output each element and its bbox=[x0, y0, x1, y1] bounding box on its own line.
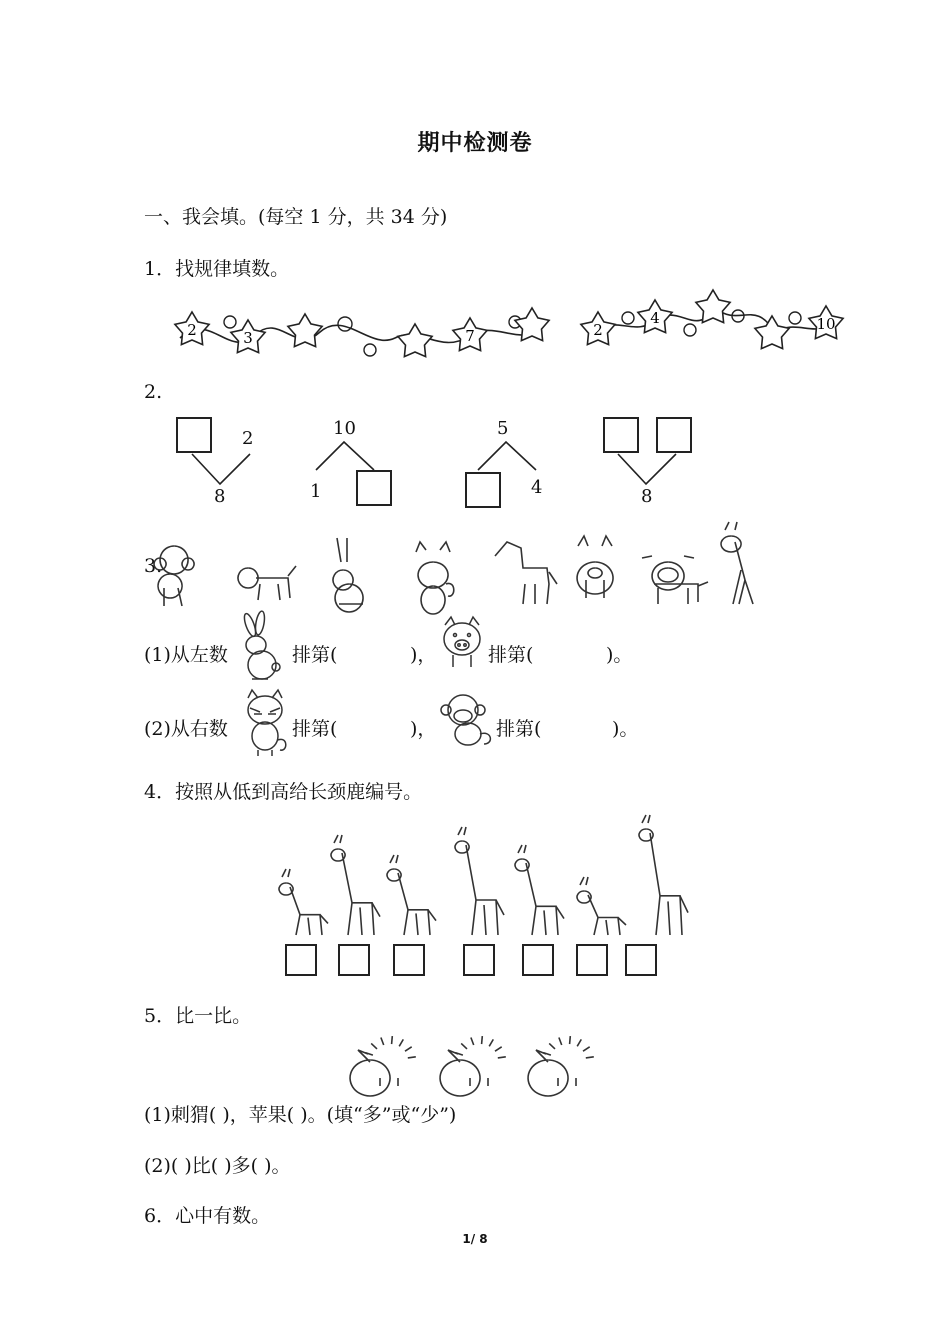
pig-icon bbox=[437, 615, 487, 670]
question-4-label: 4．按照从低到高给长颈鹿编号。 bbox=[144, 781, 423, 803]
monkey-icon bbox=[154, 546, 194, 606]
giraffe-number-box-5[interactable] bbox=[522, 944, 554, 976]
rabbit-icon bbox=[333, 538, 363, 612]
question-6-label: 6．心中有数。 bbox=[144, 1205, 271, 1227]
cat-icon bbox=[416, 542, 454, 614]
left-star-vine bbox=[170, 300, 560, 365]
blank-box[interactable] bbox=[356, 470, 392, 506]
star-shape[interactable] bbox=[696, 290, 730, 323]
question-2-label: 2. bbox=[144, 381, 163, 403]
section-heading: 一、我会填。(每空 1 分，共 34 分) bbox=[144, 206, 448, 228]
hedgehog-icon bbox=[440, 1036, 506, 1096]
giraffe-icon bbox=[515, 845, 564, 935]
number-label: 10 bbox=[333, 418, 356, 439]
star-shape[interactable] bbox=[288, 314, 322, 347]
star-number: 2 bbox=[593, 321, 603, 339]
star-shape[interactable] bbox=[755, 316, 789, 349]
rabbit-icon bbox=[236, 615, 286, 685]
cow-icon bbox=[642, 556, 708, 604]
rank-blank-1[interactable]: 排第( bbox=[292, 644, 338, 666]
animal-row bbox=[150, 520, 790, 610]
number-label: 8 bbox=[214, 486, 226, 507]
page-number: 1/ 8 bbox=[462, 1232, 488, 1246]
number-label: 2 bbox=[242, 428, 254, 449]
page-title: 期中检测卷 bbox=[417, 131, 533, 156]
giraffe-icon bbox=[455, 827, 504, 935]
cat-icon bbox=[240, 690, 290, 758]
hedgehog-icon bbox=[528, 1036, 594, 1096]
number-label: 4 bbox=[531, 477, 543, 498]
q3-sub1 bbox=[144, 640, 228, 667]
question-1-label: 1．找规律填数。 bbox=[144, 258, 290, 280]
sub1-prefix: (1)从左数 bbox=[144, 644, 228, 666]
rank-close-1: )， bbox=[410, 644, 437, 666]
star-shape[interactable] bbox=[398, 324, 432, 357]
giraffe-icon bbox=[331, 835, 380, 935]
question-3-label: 3. bbox=[144, 555, 163, 577]
giraffe-number-box-2[interactable] bbox=[338, 944, 370, 976]
hedgehog-row bbox=[350, 1030, 600, 1090]
question-5-sub1: (1)刺猬( )，苹果( )。(填“多”或“少”) bbox=[144, 1104, 457, 1126]
question-5-label: 5．比一比。 bbox=[144, 1005, 252, 1027]
star-number: 4 bbox=[650, 309, 660, 327]
star-number: 10 bbox=[816, 315, 836, 333]
star-number: 7 bbox=[465, 327, 475, 345]
star-number: 2 bbox=[187, 321, 197, 339]
giraffe-icon bbox=[721, 522, 753, 604]
star-number: 3 bbox=[243, 329, 253, 347]
rank-blank-2[interactable]: 排第( bbox=[488, 644, 534, 666]
monkey-icon bbox=[440, 690, 495, 748]
q3-sub2 bbox=[144, 714, 228, 741]
giraffe-number-box-6[interactable] bbox=[576, 944, 608, 976]
dog-icon bbox=[238, 566, 296, 600]
rank-close-2: )。 bbox=[606, 644, 633, 666]
question-5-sub2: (2)( )比( )多( )。 bbox=[144, 1155, 291, 1177]
rank-blank-3[interactable]: 排第( bbox=[292, 718, 338, 740]
horse-icon bbox=[495, 542, 557, 604]
blank-box[interactable] bbox=[603, 417, 639, 453]
rank-close-3: )， bbox=[410, 718, 437, 740]
number-label: 5 bbox=[497, 418, 509, 439]
hedgehog-icon bbox=[350, 1036, 416, 1096]
giraffe-number-box-3[interactable] bbox=[393, 944, 425, 976]
giraffe-number-box-1[interactable] bbox=[285, 944, 317, 976]
giraffe-icon bbox=[279, 869, 328, 935]
number-label: 1 bbox=[310, 481, 322, 502]
blank-box[interactable] bbox=[176, 417, 212, 453]
blank-box[interactable] bbox=[656, 417, 692, 453]
giraffe-icon bbox=[387, 855, 436, 935]
right-star-vine bbox=[580, 288, 850, 358]
pig-icon bbox=[577, 536, 613, 598]
giraffe-row bbox=[260, 820, 680, 940]
rank-blank-4[interactable]: 排第( bbox=[496, 718, 542, 740]
giraffe-icon bbox=[639, 815, 688, 935]
number-label: 8 bbox=[641, 486, 653, 507]
giraffe-number-box-7[interactable] bbox=[625, 944, 657, 976]
rank-close-4: )。 bbox=[612, 718, 639, 740]
giraffe-icon bbox=[577, 877, 626, 935]
blank-box[interactable] bbox=[465, 472, 501, 508]
giraffe-number-box-4[interactable] bbox=[463, 944, 495, 976]
sub2-prefix: (2)从右数 bbox=[144, 718, 228, 740]
